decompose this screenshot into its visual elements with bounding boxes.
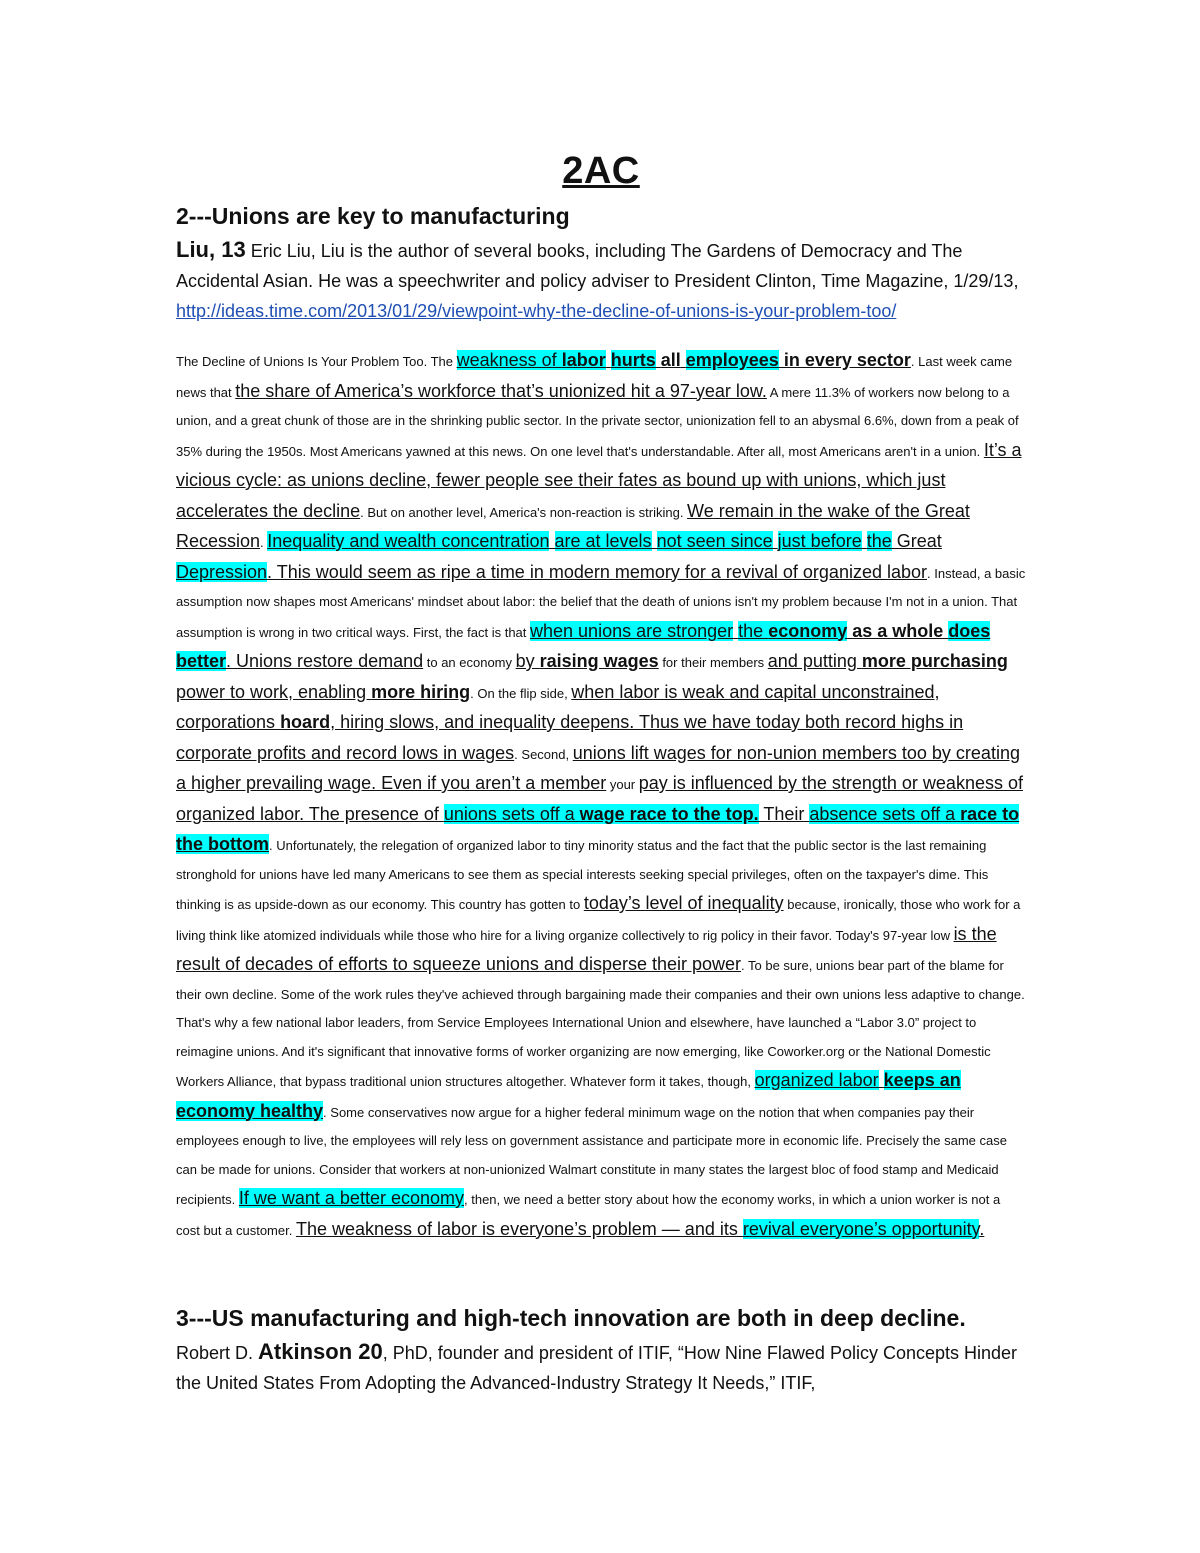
underlined-text: in every sector	[778, 350, 911, 370]
highlighted-text: when unions are stronger	[530, 620, 734, 641]
card-1-citation	[176, 235, 1026, 326]
underlined-text	[549, 531, 554, 551]
body-text: . On the flip side,	[470, 685, 572, 701]
underlined-text: Great	[891, 531, 942, 551]
underlined-text: more hiring	[371, 681, 471, 702]
highlighted-text: race to the bottom	[176, 803, 1020, 854]
body-text: . To be sure, unions bear part of the blame for their own decline. Some of the work rules they've achieved through bargaining made their companies and their own unions less adaptive to change. That's why a few national labor leaders, from Service Employees International Union and elsewhere, have launched a “Labor 3.0” project to reimagine unions. And it's significant that innovative forms of worker organizing are now emerging, like Coworker.org or the National Domestic Workers Alliance, that bypass traditional union structures altogether. Whatever form it takes, though,	[176, 958, 1025, 1089]
underlined-text: when labor is weak and capital unconstrained, corporations	[176, 681, 940, 732]
underlined-text	[773, 531, 778, 551]
underlined-text: as a whole	[847, 620, 949, 641]
card-1-cite-lead: Liu, 13	[176, 237, 246, 262]
card-1-body	[176, 346, 1026, 1245]
highlighted-text: the	[866, 531, 892, 551]
body-text: A mere 11.3% of workers now belong to a union, and a great chunk of those are in the shrinking public sector. In the private sector, unionization fell to an abysmal 6.6%, down from a peak of 35% during the 1950s. Most Americans yawned at this news. On one level that's understandable. After all, most Americans aren't in a union.	[176, 384, 1019, 459]
highlighted-text: absence sets off a	[809, 803, 961, 824]
highlighted-text: keeps an economy healthy	[176, 1070, 961, 1121]
body-text: .	[260, 535, 268, 550]
body-text: because, ironically, those who work for a living think like atomized individuals while those who hire for a living organize collectively to rig policy in their favor. Today's 97-year low	[176, 897, 1021, 943]
highlighted-text: economy	[768, 620, 848, 641]
highlighted-text: labor	[561, 350, 606, 370]
body-text: your	[606, 777, 639, 792]
highlighted-text: weakness of	[456, 350, 562, 370]
body-text: . Unfortunately, the relegation of organized labor to tiny minority status and the fact that the public sector is the last remaining stronghold for unions have led many Americans to see them as special interests seeking special privileges, often on the taxpayer's dime. This thinking is as upside-down as our economy. This country has gotten to	[176, 838, 989, 912]
card-2-citation	[176, 1337, 1026, 1398]
underlined-text: the share of America’s workforce that’s unionized hit a 97-year low.	[235, 380, 767, 401]
highlighted-text: Depression	[176, 561, 268, 582]
body-text: , then, we need a better story about how the economy works, in which a union worker is not a cost but a customer.	[176, 1192, 1001, 1238]
highlighted-text: Inequality and wealth concentration	[267, 531, 550, 551]
underlined-text: all	[660, 350, 681, 370]
page-title: 2AC	[562, 150, 640, 192]
highlighted-text: organized labor	[754, 1070, 879, 1090]
underlined-text: .	[979, 1218, 985, 1239]
underlined-text: The weakness of labor is everyone’s problem — and its	[295, 1218, 743, 1239]
underlined-text: raising wages	[539, 651, 659, 671]
underlined-text: . This would seem as ripe a time in modern memory for a revival of organized labor	[267, 561, 927, 582]
body-text: The Decline of Unions Is Your Problem Too. The	[176, 354, 457, 369]
body-text: to an economy	[423, 655, 516, 670]
card-2-cite-pre: Robert D.	[176, 1343, 259, 1363]
card-2-cite-lead: Atkinson 20	[258, 1339, 383, 1364]
underlined-text	[681, 350, 686, 370]
underlined-text	[879, 1070, 884, 1090]
body-text: for their members	[658, 655, 768, 670]
body-text: . Second,	[514, 746, 573, 762]
underlined-text	[652, 531, 657, 551]
body-text: . Some conservatives now argue for a higher federal minimum wage on the notion that when companies pay their employees enough to live, the employees will rely less on government assistance and participate more in economic life. Precisely the same case can be made for unions. Consider that workers at non-unionized Walmart constitute in many states the largest bloc of food stamp and Medicaid recipients.	[176, 1104, 1007, 1207]
card-2-tag: 3---US manufacturing and high-tech innovation are both in deep decline.	[176, 1305, 966, 1331]
underlined-text: We remain in the wake of the Great Recession	[176, 500, 970, 551]
underlined-text: hoard	[280, 712, 331, 732]
underlined-text: pay is influenced by the strength or weakness of organized labor. The presence of	[176, 773, 1023, 824]
highlighted-text: employees	[685, 350, 779, 370]
document-page	[176, 150, 1026, 1398]
underlined-text: Their	[758, 803, 810, 824]
card-1-tag: 2---Unions are key to manufacturing	[176, 203, 570, 229]
underlined-text: It’s a vicious cycle: as unions decline, fewer people see their fates as bound up with unions, which just accelerates the decline	[176, 439, 1022, 521]
underlined-text: today’s level of inequality	[583, 893, 784, 913]
underlined-text	[606, 350, 611, 370]
underlined-text: unions lift wages for non-union members too by creating a higher prevailing wage. Even if you aren’t a member	[176, 742, 1020, 793]
underlined-text: is the result of decades of efforts to squeeze unions and disperse their power	[176, 923, 997, 974]
highlighted-text: does better	[176, 620, 991, 671]
body-text: . Instead, a basic assumption now shapes most Americans' mindset about labor: the belief that the death of unions isn't my problem because I'm not in a union. That assumption is wrong in two critical ways. First, the fact is that	[176, 565, 1026, 640]
highlighted-text: unions sets off a	[443, 803, 580, 824]
underlined-text: more purchasing	[861, 651, 1008, 671]
underlined-text: power to work, enabling	[176, 681, 372, 702]
highlighted-text: not seen since	[656, 531, 773, 551]
highlighted-text: the	[738, 620, 769, 641]
highlighted-text: just before	[777, 531, 862, 551]
highlighted-text: If we want a better economy	[238, 1188, 464, 1208]
underlined-text: , hiring slows, and inequality deepens. Thus we have today both record highs in corporate profits and record lows in wages	[176, 712, 964, 763]
highlighted-text: revival everyone’s opportunity	[742, 1218, 980, 1239]
card-1-cite-text: Eric Liu, Liu is the author of several books, including The Gardens of Democracy and The Accidental Asian. He was a speechwriter and policy adviser to President Clinton, Time Magazine, 1/29/13,	[176, 241, 1019, 291]
underlined-text: . Unions restore demand	[226, 651, 424, 671]
card-2-cite-text: , PhD, founder and president of ITIF, “How Nine Flawed Policy Concepts Hinder the United States From Adopting the Advanced-Industry Strategy It Needs,” ITIF,	[176, 1343, 1018, 1393]
card-1-source-link[interactable]: http://ideas.time.com/2013/01/29/viewpoint-why-the-decline-of-unions-is-your-problem-too/	[176, 301, 897, 321]
body-text: . But on another level, America's non-reaction is striking.	[360, 504, 688, 520]
highlighted-text: are at levels	[554, 531, 652, 551]
underlined-text: and putting	[767, 651, 862, 671]
body-text: . Last week came news that	[176, 354, 1013, 400]
underlined-text: by	[515, 651, 540, 671]
highlighted-text: hurts	[610, 350, 656, 370]
highlighted-text: wage race to the top.	[579, 803, 759, 824]
underlined-text	[862, 531, 867, 551]
